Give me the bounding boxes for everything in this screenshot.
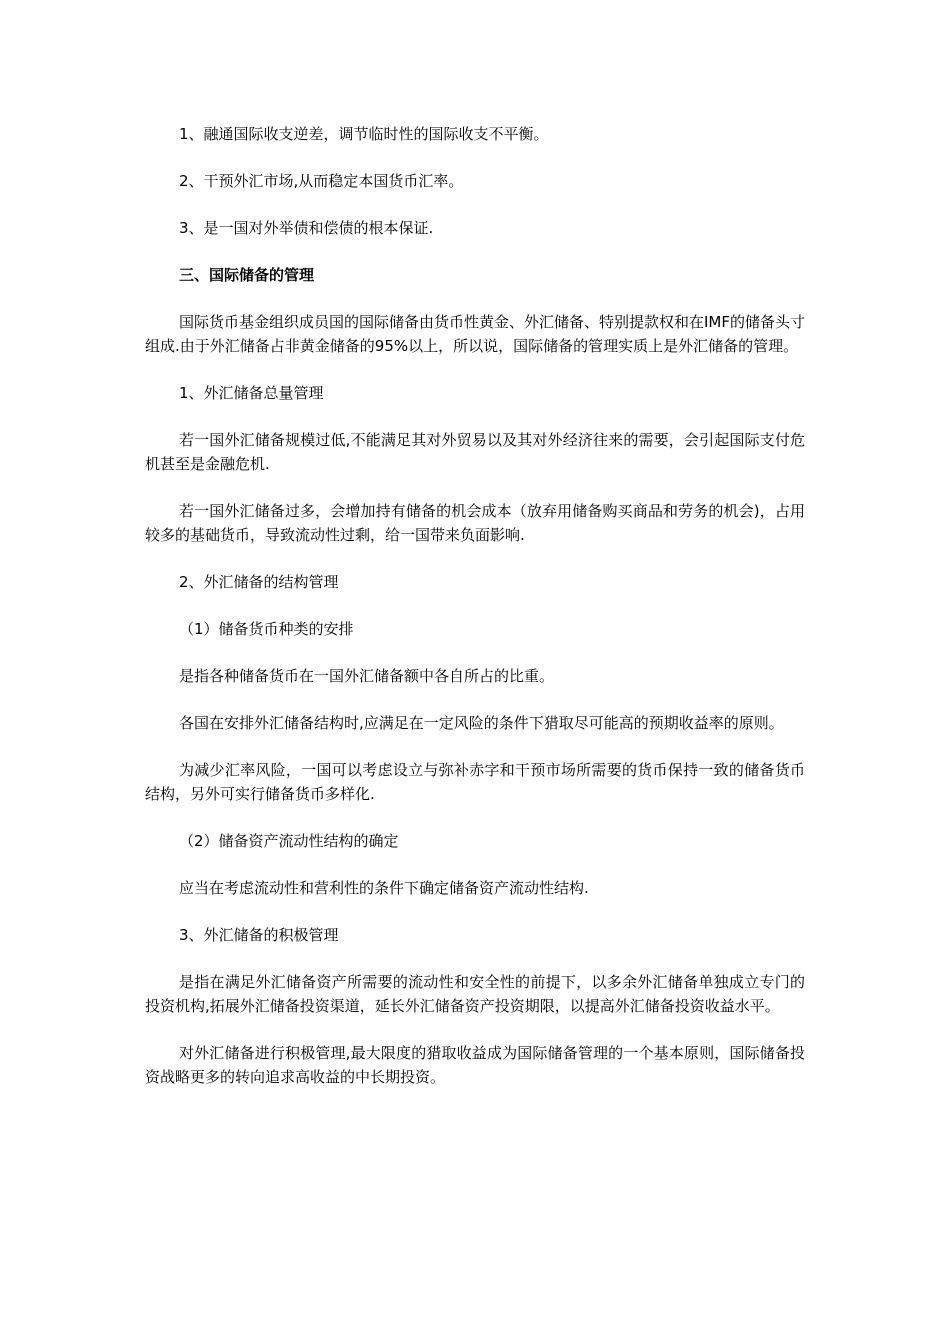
- list-item-function-3: 3、是一国对外举债和偿债的根本保证.: [179, 219, 434, 237]
- list-item-function-2: 2、干预外汇市场,从而稳定本国货币汇率。: [179, 172, 464, 190]
- paragraph-active-management: 是指在满足外汇储备资产所需要的流动性和安全性的前提下，以多余外汇储备单独成立专门的投资机构,拓展外汇储备投资渠道，延长外汇储备资产投资期限，以提高外汇储备投资收益水平。: [145, 973, 805, 1015]
- paragraph-reserve-composition: 国际货币基金组织成员国的国际储备由货币性黄金、外汇储备、特别提款权和在IMF的储备头寸组成.由于外汇储备占非黄金储备的95%以上，所以说，国际储备的管理实质上是外汇储备的管理。: [145, 313, 805, 355]
- subheading-structure-management: 2、外汇储备的结构管理: [179, 573, 339, 591]
- paragraph-reserve-too-low: 若一国外汇储备规模过低,不能满足其对外贸易以及其对外经济往来的需要，会引起国际支付危机甚至是金融危机.: [145, 431, 805, 473]
- paragraph-liquidity-structure: 应当在考虑流动性和营利性的条件下确定储备资产流动性结构.: [179, 879, 589, 897]
- list-item-function-1: 1、融通国际收支逆差，调节临时性的国际收支不平衡。: [179, 125, 549, 143]
- paragraph-exchange-risk: 为减少汇率风险，一国可以考虑设立与弥补赤字和干预市场所需要的货币保持一致的储备货币结构，另外可实行储备货币多样化.: [145, 761, 805, 803]
- paragraph-structure-principle: 各国在安排外汇储备结构时,应满足在一定风险的条件下猎取尽可能高的预期收益率的原则。: [179, 714, 784, 732]
- subheading-total-management: 1、外汇储备总量管理: [179, 384, 324, 402]
- subheading-liquidity-structure: （2）储备资产流动性结构的确定: [179, 832, 399, 850]
- document-page: [145, 122, 805, 1112]
- section-heading-reserve-management: 三、国际储备的管理: [179, 266, 315, 284]
- paragraph-reserve-too-high: 若一国外汇储备过多，会增加持有储备的机会成本（放弃用储备购买商品和劳务的机会)，占用较多的基础货币，导致流动性过剩，给一国带来负面影响.: [145, 502, 805, 544]
- subheading-currency-types: （1）储备货币种类的安排: [179, 620, 354, 638]
- paragraph-currency-proportion: 是指各种储备货币在一国外汇储备额中各自所占的比重。: [179, 667, 555, 685]
- subheading-active-management: 3、外汇储备的积极管理: [179, 926, 339, 944]
- paragraph-investment-strategy: 对外汇储备进行积极管理,最大限度的猎取收益成为国际储备管理的一个基本原则，国际储备投资战略更多的转向追求高收益的中长期投资。: [145, 1044, 805, 1086]
